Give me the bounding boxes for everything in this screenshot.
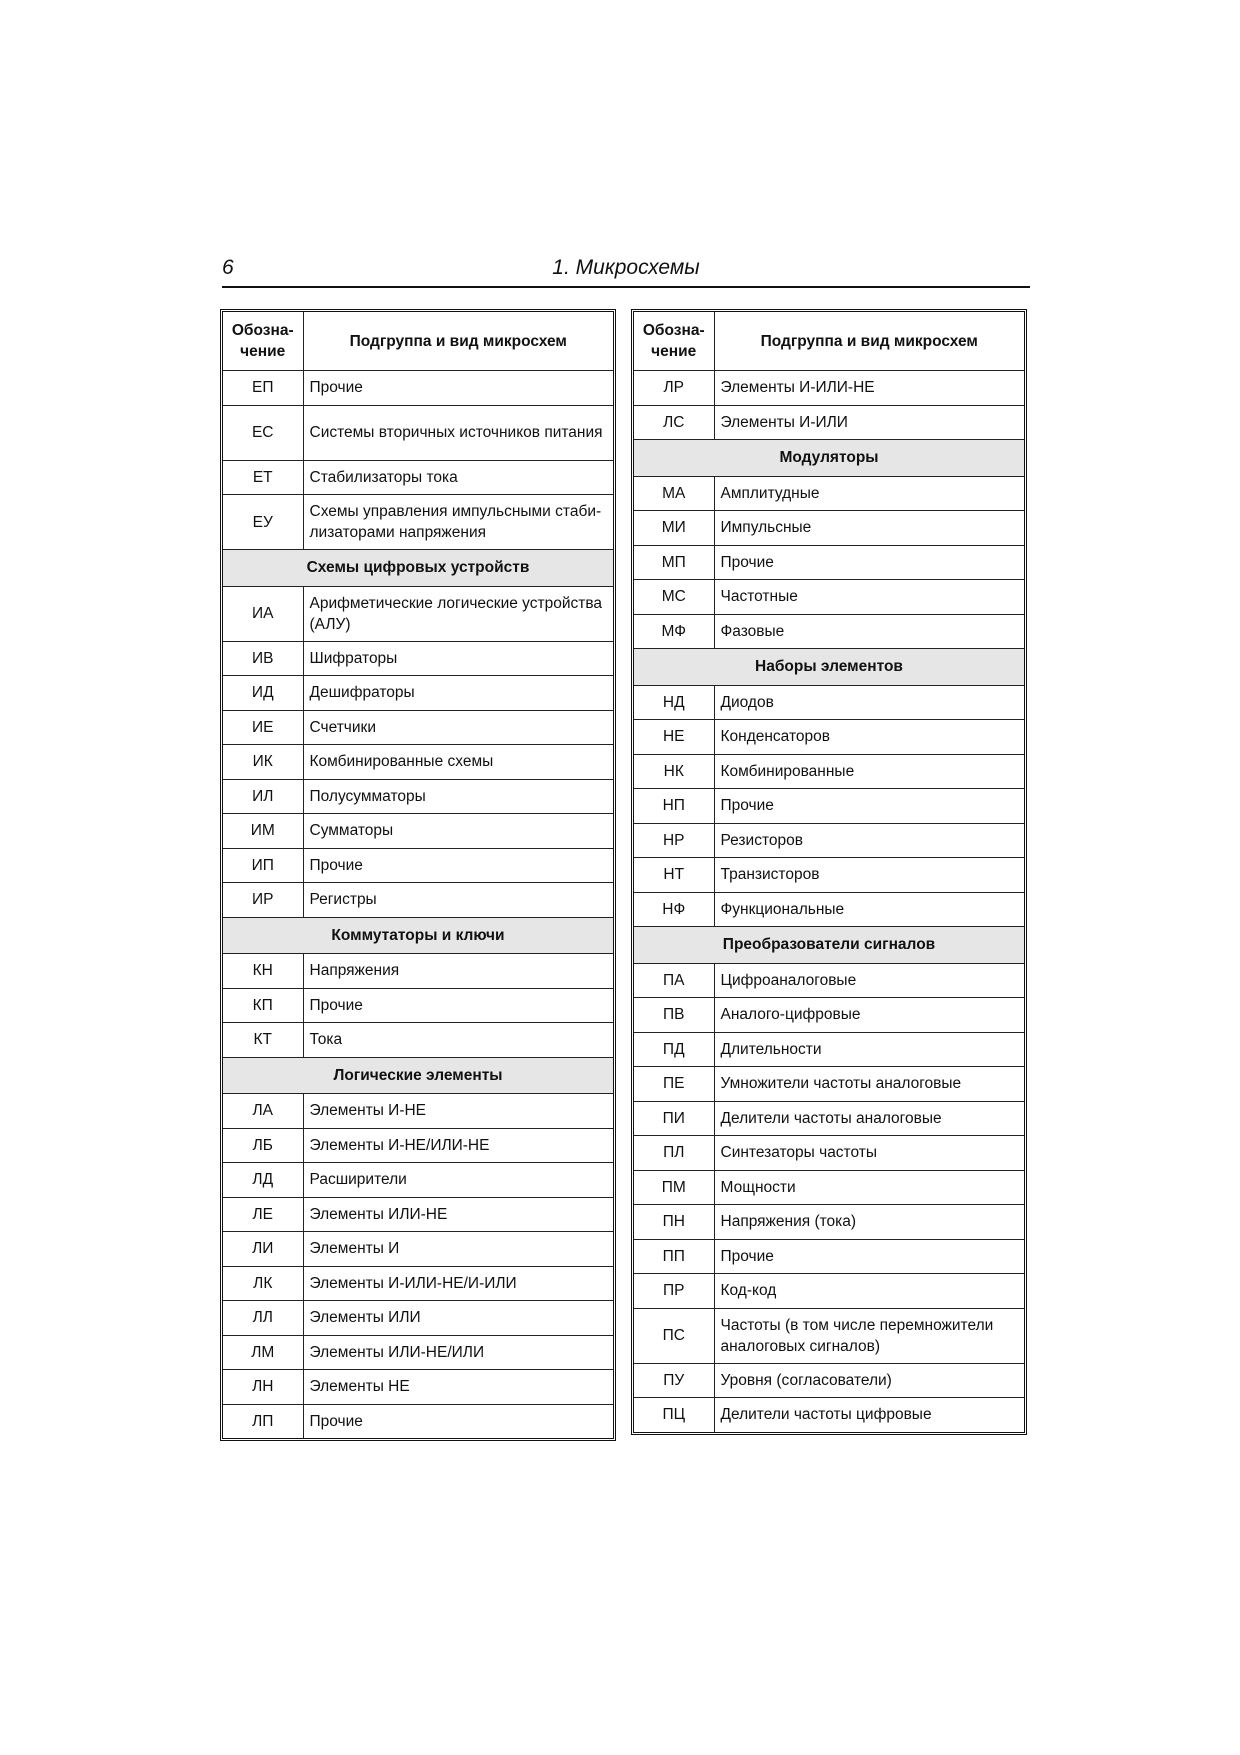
table-row — [223, 779, 613, 814]
code-cell: КН — [223, 954, 303, 989]
description-cell: Комбинированные — [714, 754, 1024, 789]
table-row — [223, 1404, 613, 1438]
table-row — [223, 1266, 613, 1301]
page-header — [222, 252, 1030, 288]
description-cell: Элементы И-НЕ — [303, 1094, 613, 1129]
section-title: Преобразователи сигналов — [634, 927, 1024, 964]
table-row — [223, 1094, 613, 1129]
table-row — [223, 954, 613, 989]
description-cell: Полусумматоры — [303, 779, 613, 814]
description-cell: Код-код — [714, 1274, 1024, 1309]
table-row — [634, 405, 1024, 440]
table-row — [634, 823, 1024, 858]
code-cell: ЛС — [634, 405, 714, 440]
table-row — [634, 511, 1024, 546]
table-row — [223, 495, 613, 550]
description-cell: Функциональные — [714, 892, 1024, 927]
description-cell: Уровня (согласователи) — [714, 1363, 1024, 1398]
code-cell: ЕУ — [223, 495, 303, 550]
code-cell: ИА — [223, 586, 303, 641]
description-cell: Цифроаналоговые — [714, 963, 1024, 998]
table-row — [634, 580, 1024, 615]
code-cell: ЛЛ — [223, 1301, 303, 1336]
section-title: Схемы цифровых устройств — [223, 550, 613, 587]
section-header-row — [634, 440, 1024, 477]
code-cell: НЕ — [634, 720, 714, 755]
table-row — [634, 614, 1024, 649]
description-cell: Элементы И-ИЛИ — [714, 405, 1024, 440]
code-cell: ЛМ — [223, 1335, 303, 1370]
code-cell: ПС — [634, 1308, 714, 1363]
left-table — [220, 309, 616, 1441]
description-cell: Регистры — [303, 883, 613, 918]
code-cell: ЛК — [223, 1266, 303, 1301]
description-cell: Фазовые — [714, 614, 1024, 649]
code-cell: НР — [634, 823, 714, 858]
table-row — [223, 1023, 613, 1058]
left-table-body — [223, 371, 613, 1439]
code-cell: ЕТ — [223, 460, 303, 495]
right-table-body — [634, 371, 1024, 1432]
description-cell: Конденсаторов — [714, 720, 1024, 755]
description-cell: Схемы управления импульсными стаби-лизаторами напряжения — [303, 495, 613, 550]
description-cell: Напряжения — [303, 954, 613, 989]
code-cell: МА — [634, 476, 714, 511]
table-row — [634, 371, 1024, 406]
code-cell: ПМ — [634, 1170, 714, 1205]
description-cell: Синтезаторы частоты — [714, 1136, 1024, 1171]
table-row — [223, 586, 613, 641]
table-row — [634, 1101, 1024, 1136]
code-cell: ЛП — [223, 1404, 303, 1438]
table-row — [223, 1197, 613, 1232]
table-row — [634, 754, 1024, 789]
table-row — [223, 1232, 613, 1267]
table-row — [223, 814, 613, 849]
table-row — [634, 789, 1024, 824]
section-header-row — [634, 649, 1024, 686]
code-cell: ЛЕ — [223, 1197, 303, 1232]
table-row — [634, 1170, 1024, 1205]
code-cell: ЛБ — [223, 1128, 303, 1163]
code-cell: КТ — [223, 1023, 303, 1058]
code-cell: НК — [634, 754, 714, 789]
table-row — [223, 848, 613, 883]
description-cell: Делители частоты цифровые — [714, 1398, 1024, 1432]
table-row — [634, 1363, 1024, 1398]
code-cell: ЛИ — [223, 1232, 303, 1267]
description-cell: Элементы И — [303, 1232, 613, 1267]
description-cell: Напряжения (тока) — [714, 1205, 1024, 1240]
code-cell: ПД — [634, 1032, 714, 1067]
code-cell: ПУ — [634, 1363, 714, 1398]
description-cell: Длительности — [714, 1032, 1024, 1067]
code-cell: ЕП — [223, 371, 303, 406]
table-row — [223, 1163, 613, 1198]
table-row — [223, 745, 613, 780]
code-cell: ИР — [223, 883, 303, 918]
description-cell: Резисторов — [714, 823, 1024, 858]
code-cell: НП — [634, 789, 714, 824]
description-cell: Делители частоты аналоговые — [714, 1101, 1024, 1136]
code-cell: ПЦ — [634, 1398, 714, 1432]
code-cell: ИВ — [223, 641, 303, 676]
code-cell: ИМ — [223, 814, 303, 849]
table-row — [634, 1274, 1024, 1309]
code-cell: ЛН — [223, 1370, 303, 1405]
code-cell: НТ — [634, 858, 714, 893]
description-cell: Прочие — [303, 371, 613, 406]
description-cell: Элементы ИЛИ-НЕ/ИЛИ — [303, 1335, 613, 1370]
code-cell: ИЕ — [223, 710, 303, 745]
table-row — [223, 460, 613, 495]
code-cell: ИЛ — [223, 779, 303, 814]
code-cell: ИД — [223, 676, 303, 711]
col-header-desc: Подгруппа и вид микросхем — [714, 312, 1024, 371]
section-header-row — [223, 1057, 613, 1094]
description-cell: Стабилизаторы тока — [303, 460, 613, 495]
description-cell: Прочие — [714, 545, 1024, 580]
description-cell: Частоты (в том числе перемножители аналоговых сигналов) — [714, 1308, 1024, 1363]
section-header-row — [223, 550, 613, 587]
code-cell: МП — [634, 545, 714, 580]
col-header-desc: Подгруппа и вид микросхем — [303, 312, 613, 371]
table-row — [634, 1032, 1024, 1067]
description-cell: Мощности — [714, 1170, 1024, 1205]
description-cell: Расширители — [303, 1163, 613, 1198]
table-row — [634, 998, 1024, 1033]
table-row — [634, 720, 1024, 755]
code-cell: ПИ — [634, 1101, 714, 1136]
description-cell: Умножители частоты аналоговые — [714, 1067, 1024, 1102]
code-cell: ПВ — [634, 998, 714, 1033]
table-row — [634, 963, 1024, 998]
description-cell: Элементы НЕ — [303, 1370, 613, 1405]
code-cell: ЕС — [223, 405, 303, 460]
right-table — [631, 309, 1027, 1435]
description-cell: Элементы И-ИЛИ-НЕ — [714, 371, 1024, 406]
table-row — [223, 1128, 613, 1163]
description-cell: Элементы И-ИЛИ-НЕ/И-ИЛИ — [303, 1266, 613, 1301]
table-row — [223, 883, 613, 918]
code-cell: ПН — [634, 1205, 714, 1240]
table-row — [223, 405, 613, 460]
col-header-code: Обозна- чение — [223, 312, 303, 371]
code-cell: ПЛ — [634, 1136, 714, 1171]
table-row — [634, 1067, 1024, 1102]
description-cell: Элементы ИЛИ — [303, 1301, 613, 1336]
table-row — [634, 1205, 1024, 1240]
section-title: Модуляторы — [634, 440, 1024, 477]
description-cell: Прочие — [303, 988, 613, 1023]
chapter-title: 1. Микросхемы — [552, 256, 700, 279]
section-header-row — [223, 917, 613, 954]
code-cell: КП — [223, 988, 303, 1023]
description-cell: Транзисторов — [714, 858, 1024, 893]
description-cell: Прочие — [303, 1404, 613, 1438]
table-row — [634, 1398, 1024, 1432]
description-cell: Элементы ИЛИ-НЕ — [303, 1197, 613, 1232]
table-row — [223, 641, 613, 676]
code-cell: МФ — [634, 614, 714, 649]
table-row — [634, 685, 1024, 720]
table-row — [634, 1239, 1024, 1274]
section-title: Логические элементы — [223, 1057, 613, 1094]
table-row — [223, 1370, 613, 1405]
code-cell: ЛА — [223, 1094, 303, 1129]
code-cell: ИП — [223, 848, 303, 883]
description-cell: Прочие — [303, 848, 613, 883]
description-cell: Аналого-цифровые — [714, 998, 1024, 1033]
section-title: Коммутаторы и ключи — [223, 917, 613, 954]
description-cell: Частотные — [714, 580, 1024, 615]
description-cell: Дешифраторы — [303, 676, 613, 711]
table-row — [223, 676, 613, 711]
table-row — [223, 1301, 613, 1336]
description-cell: Амплитудные — [714, 476, 1024, 511]
description-cell: Счетчики — [303, 710, 613, 745]
table-row — [634, 1308, 1024, 1363]
description-cell: Шифраторы — [303, 641, 613, 676]
table-row — [223, 371, 613, 406]
table-row — [223, 1335, 613, 1370]
code-cell: ПР — [634, 1274, 714, 1309]
code-cell: ИК — [223, 745, 303, 780]
section-title: Наборы элементов — [634, 649, 1024, 686]
section-header-row — [634, 927, 1024, 964]
description-cell: Сумматоры — [303, 814, 613, 849]
table-row — [634, 892, 1024, 927]
description-cell: Прочие — [714, 1239, 1024, 1274]
description-cell: Диодов — [714, 685, 1024, 720]
page-number: 6 — [222, 256, 234, 279]
description-cell: Импульсные — [714, 511, 1024, 546]
code-cell: ПЕ — [634, 1067, 714, 1102]
code-cell: ЛД — [223, 1163, 303, 1198]
col-header-code: Обозна- чение — [634, 312, 714, 371]
description-cell: Комбинированные схемы — [303, 745, 613, 780]
table-row — [634, 858, 1024, 893]
code-cell: МИ — [634, 511, 714, 546]
code-cell: ПП — [634, 1239, 714, 1274]
code-cell: ЛР — [634, 371, 714, 406]
code-cell: НФ — [634, 892, 714, 927]
code-cell: ПА — [634, 963, 714, 998]
description-cell: Элементы И-НЕ/ИЛИ-НЕ — [303, 1128, 613, 1163]
table-row — [223, 988, 613, 1023]
description-cell: Прочие — [714, 789, 1024, 824]
table-row — [634, 476, 1024, 511]
table-row — [634, 545, 1024, 580]
table-row — [634, 1136, 1024, 1171]
code-cell: МС — [634, 580, 714, 615]
description-cell: Системы вторичных источников питания — [303, 405, 613, 460]
description-cell: Арифметические логические устройства (АЛУ) — [303, 586, 613, 641]
code-cell: НД — [634, 685, 714, 720]
description-cell: Тока — [303, 1023, 613, 1058]
table-row — [223, 710, 613, 745]
